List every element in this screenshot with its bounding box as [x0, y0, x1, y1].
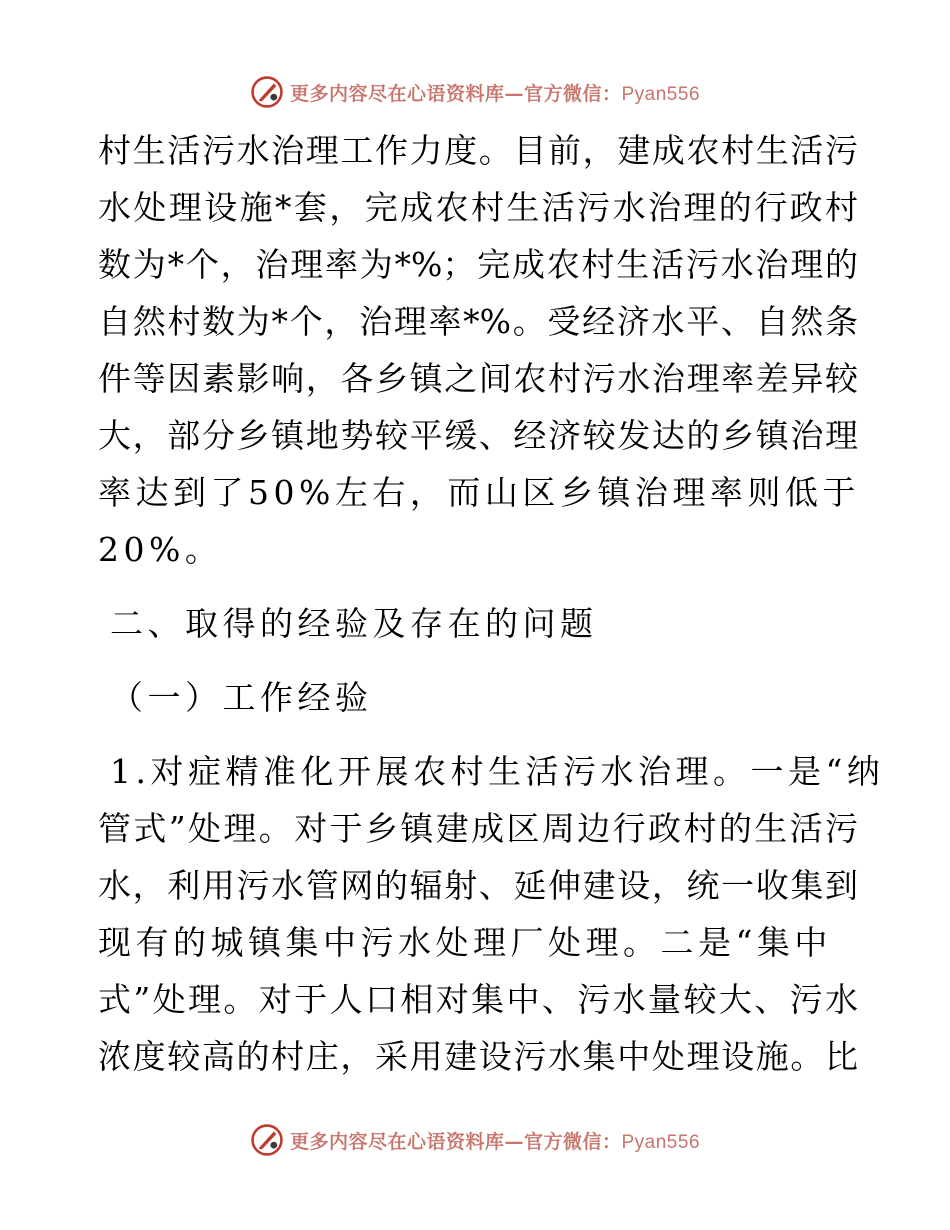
watermark-text [290, 1127, 700, 1154]
paragraph-gap [98, 652, 858, 669]
watermark-account-id: Pyan556 [621, 1131, 701, 1153]
paragraph-experience [98, 743, 885, 1085]
text-line: 水，利用污水管网的辐射、延伸建设，统一收集到 [98, 866, 858, 905]
text-line: 20%。 [98, 530, 223, 569]
text-line: 浓度较高的村庄，采用建设污水集中处理设施。比 [98, 1037, 858, 1076]
watermark-brand: 更多内容尽在心语资料库—官方微信： [289, 82, 622, 105]
text-line: 数为*个，治理率为*%；完成农村生活污水治理的 [98, 245, 858, 284]
text-line: 自然村数为*个，治理率*%。受经济水平、自然条 [98, 302, 858, 341]
quill-circle-icon [250, 1123, 284, 1157]
text-line: 式”处理。对于人口相对集中、污水量较大、污水 [98, 980, 858, 1019]
section-heading: 二、取得的经验及存在的问题 [110, 604, 598, 643]
watermark-text [290, 79, 700, 106]
paragraph-progress [98, 122, 858, 578]
text-line: 件等因素影响，各乡镇之间农村污水治理率差异较 [98, 359, 858, 398]
text-line: 管式”处理。对于乡镇建成区周边行政村的生活污 [98, 809, 858, 848]
paragraph-gap [98, 726, 858, 743]
text-line: 大，部分乡镇地势较平缓、经济较发达的乡镇治理 [98, 416, 858, 455]
watermark-brand: 更多内容尽在心语资料库—官方微信： [289, 1130, 622, 1153]
text-line: 1.对症精准化开展农村生活污水治理。一是“纳 [110, 752, 885, 791]
header-watermark [0, 72, 950, 112]
text-line: 率达到了50%左右，而山区乡镇治理率则低于 [98, 473, 860, 512]
text-line: 村生活污水治理工作力度。目前，建成农村生活污 [98, 131, 858, 170]
quill-circle-icon [250, 75, 284, 109]
footer-watermark [0, 1120, 950, 1160]
text-line: 水处理设施*套，完成农村生活污水治理的行政村 [98, 188, 858, 227]
text-line: 现有的城镇集中污水处理厂处理。二是“集中 [98, 923, 832, 962]
paragraph-gap [98, 578, 858, 595]
document-body [98, 122, 885, 1085]
subsection-heading: （一）工作经验 [110, 678, 373, 717]
watermark-account-id: Pyan556 [621, 83, 701, 105]
